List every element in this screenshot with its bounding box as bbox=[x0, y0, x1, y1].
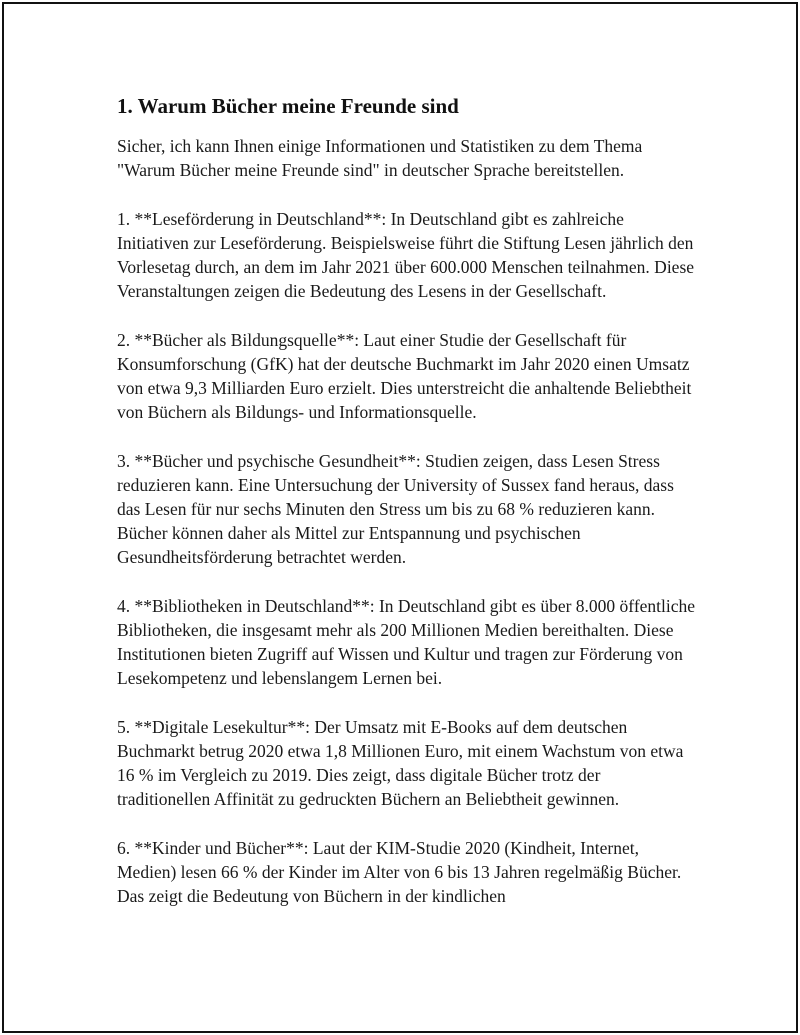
paragraph-bildungsquelle: 2. **Bücher als Bildungsquelle**: Laut einer Studie der Gesellschaft für Konsumforschung (GfK) hat der deutsche Buchmarkt im Jahr 2020 einen Umsatz von etwa 9,3 Milliarden Euro erzielt. Dies unterstreicht die anhaltende Beliebtheit von Büchern als Bildungs- und Informationsquelle. bbox=[117, 329, 692, 423]
paragraph-kinder-und-buecher: 6. **Kinder und Bücher**: Laut der KIM-Studie 2020 (Kindheit, Internet, Medien) lesen 66 % der Kinder im Alter von 6 bis 13 Jahren regelmäßig Bücher. Das zeigt die Bedeutung von Büchern in der kindlichen bbox=[117, 837, 682, 907]
paragraph-bibliotheken: 4. **Bibliotheken in Deutschland**: In Deutschland gibt es über 8.000 öffentliche Bibliotheken, die insgesamt mehr als 200 Millionen Medien bereithalten. Diese Institutionen bieten Zugriff auf Wissen und Kultur und tragen zur Förderung von Lesekompetenz und lebenslangem Lernen bei. bbox=[117, 595, 696, 689]
paragraph-leseförderung: 1. **Leseförderung in Deutschland**: In Deutschland gibt es zahlreiche Initiativen zur Leseförderung. Beispielsweise führt die Stiftung Lesen jährlich den Vorlesetag durch, an dem im Jahr 2021 über 600.000 Menschen teilnahmen. Diese Veranstaltungen zeigen die Bedeutung des Lesens in der Gesellschaft. bbox=[117, 208, 695, 302]
paragraph-psychische-gesundheit: 3. **Bücher und psychische Gesundheit**: Studien zeigen, dass Lesen Stress reduzieren kann. Eine Untersuchung der University of Sussex fand heraus, dass das Lesen für nur sechs Minuten den Stress um bis zu 68 % reduzieren kann. Bücher können daher als Mittel zur Entspannung und psychischen Gesundheitsförderung betrachtet werden. bbox=[117, 450, 674, 568]
document-body bbox=[117, 92, 697, 933]
intro-paragraph: Sicher, ich kann Ihnen einige Informationen und Statistiken zu dem Thema "Warum Bücher meine Freunde sind" in deutscher Sprache bereitstellen. bbox=[117, 136, 643, 181]
paragraph-digitale-lesekultur: 5. **Digitale Lesekultur**: Der Umsatz mit E-Books auf dem deutschen Buchmarkt betrug 2020 etwa 1,8 Millionen Euro, mit einem Wachstum von etwa 16 % im Vergleich zu 2019. Dies zeigt, dass digitale Bücher trotz der traditionellen Affinität zu gedruckten Büchern an Beliebtheit gewinnen. bbox=[117, 716, 684, 810]
document-title: 1. Warum Bücher meine Freunde sind bbox=[117, 94, 459, 118]
